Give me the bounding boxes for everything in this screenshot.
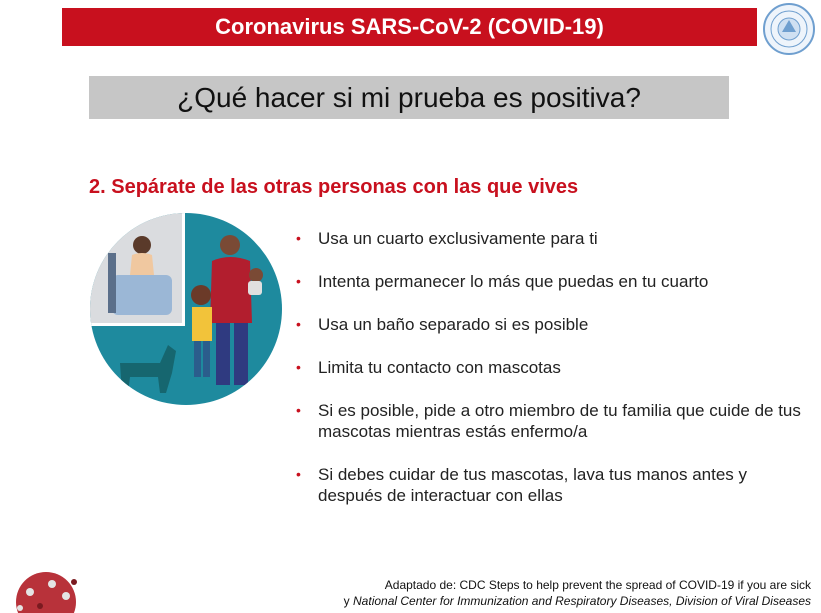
bullet-dot: •	[296, 273, 301, 289]
source-credit	[344, 577, 811, 609]
credit-prefix: y	[343, 594, 354, 608]
bullet-dot: •	[296, 359, 301, 375]
list-item	[294, 314, 804, 335]
title-banner	[62, 8, 757, 46]
bullet-text: Usa un cuarto exclusivamente para ti	[318, 229, 598, 248]
bullet-dot: •	[296, 466, 301, 482]
banner-title: Coronavirus SARS-CoV-2 (COVID-19)	[215, 14, 604, 39]
credit-organization: National Center for Immunization and Respiratory Diseases, Division of Viral Diseases	[353, 594, 811, 608]
bullet-dot: •	[296, 316, 301, 332]
list-item	[294, 271, 804, 292]
credit-line-2	[344, 593, 811, 609]
bullet-text: Si es posible, pide a otro miembro de tu familia que cuide de tus mascotas mientras estás enfermo/a	[318, 401, 801, 441]
list-item	[294, 228, 804, 249]
section-heading: 2. Sepárate de las otras personas con las que vives	[89, 176, 579, 198]
bullet-dot: •	[296, 230, 301, 246]
page-subtitle	[89, 76, 729, 119]
list-item	[294, 357, 804, 378]
bullet-text: Usa un baño separado si es posible	[318, 315, 589, 334]
subtitle-text: ¿Qué hacer si mi prueba es positiva?	[177, 81, 641, 113]
bullet-dot: •	[296, 402, 301, 418]
bullet-text: Intenta permanecer lo más que puedas en tu cuarto	[318, 272, 709, 291]
bullet-text: Limita tu contacto con mascotas	[318, 358, 561, 377]
family-separation-illustration	[90, 213, 282, 405]
list-item	[294, 400, 804, 442]
coronavirus-icon	[0, 562, 92, 613]
institution-seal-icon	[762, 2, 816, 56]
credit-line-1: Adaptado de: CDC Steps to help prevent the spread of COVID-19 if you are sick	[384, 578, 811, 592]
bullet-text: Si debes cuidar de tus mascotas, lava tus manos antes y después de interactuar con ellas	[318, 465, 748, 505]
bullet-list	[294, 228, 804, 528]
list-item	[294, 464, 804, 506]
